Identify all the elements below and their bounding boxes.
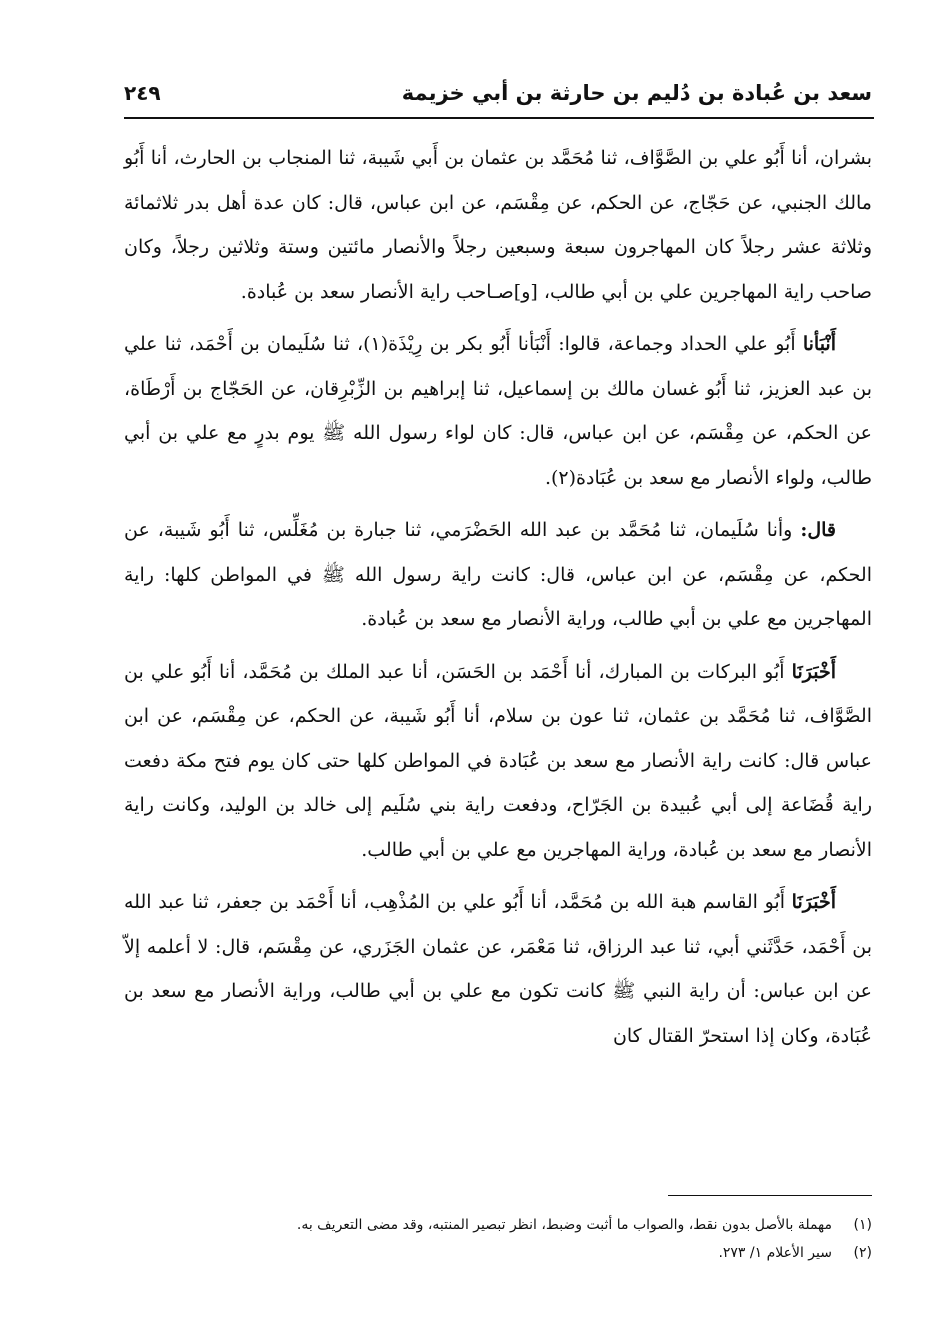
paragraph-lead-word: أَنْبَأنا bbox=[802, 333, 836, 355]
paragraph-text: وأنا سُلَيمان، ثنا مُحَمَّد بن عبد الله الحَضْرَمي، ثنا جبارة بن مُغَلِّس، ثنا أَبُو شَيبة، عن الحكم، عن مِقْسَم، عن ابن عباس، قال: كانت راية رسول الله ﷺ في المواطن كلها: راية المهاجرين مع علي بن أبي طالب، وراية الأنصار مع سعد بن عُبادة. bbox=[124, 519, 872, 630]
running-header bbox=[124, 72, 872, 114]
paragraph-5 bbox=[124, 880, 872, 1058]
footnote-1 bbox=[124, 1211, 872, 1239]
paragraph-lead-word: قال: bbox=[800, 519, 837, 541]
page-number: ٢٤٩ bbox=[124, 81, 161, 105]
paragraph-text: بشران، أنا أَبُو علي بن الصَّوَّاف، ثنا مُحَمَّد بن عثمان بن أَبي شَيبة، ثنا المنجاب بن الحارث، أنا أَبُو مالك الجنبي، عن حَجّاج، عن الحكم، عن مِقْسَم، عن ابن عباس، قال: كان عدة أهل بدر ثلاثمائة وثلاثة عشر رجلاً كان المهاجرون سبعة وسبعين رجلاً والأنصار مائتين وستة وثلاثين رجلاً، وكان صاحب راية المهاجرين علي بن أبي طالب، [و]صـاحب راية الأنصار سعد بن عُبادة. bbox=[124, 147, 872, 303]
main-text bbox=[124, 136, 872, 1066]
footnotes bbox=[124, 1211, 872, 1267]
paragraph-text: أَبُو علي الحداد وجماعة، قالوا: أَنْبَأنا أَبُو بكر بن رِيْذَة(١)، ثنا سُلَيمان بن أَحْمَد، ثنا علي بن عبد العزيز، ثنا أَبُو غسان مالك بن إسماعيل، ثنا إبراهيم بن الزِّبْرِقان، عن الحَجّاج بن أَرْطَاة، عن الحكم، عن مِقْسَم، عن ابن عباس، قال: كان لواء رسول الله ﷺ يوم بدرٍ مع علي بن أبي طالب، ولواء الأنصار مع سعد بن عُبَادة(٢). bbox=[124, 333, 872, 489]
paragraph-2 bbox=[124, 322, 872, 500]
paragraph-text: أَبُو البركات بن المبارك، أنا أَحْمَد بن الحَسَن، أنا عبد الملك بن مُحَمَّد، أنا أَبُو علي بن الصَّوَّاف، ثنا مُحَمَّد بن عثمان، ثنا عون بن سلام، أنا أَبُو شَيبة، عن الحكم، عن مِقْسَم، عن ابن عباس قال: كانت راية الأنصار مع سعد بن عُبَادة في المواطن كلها حتى كان يوم فتح مكة دفعت راية قُضَاعة إلى أبي عُبيدة بن الجَرّاح، ودفعت راية بني سُلَيم إلى خالد بن الوليد، وكانت راية الأنصار مع سعد بن عُبادة، وراية المهاجرين مع علي بن أبي طالب. bbox=[124, 660, 872, 861]
footnote-text: سير الأعلام ١/ ٢٧٣. bbox=[718, 1245, 832, 1261]
footnote-text: مهملة بالأصل بدون نقط، والصواب ما أثبت وضبط، انظر تبصير المنتبه، وقد مضى التعريف به. bbox=[296, 1217, 832, 1233]
paragraph-lead-word: أَخْبَرَنَا bbox=[791, 891, 836, 913]
paragraph-text: أَبُو القاسم هبة الله بن مُحَمَّد، أنا أَبُو علي بن المُذْهِب، أنا أَحْمَد بن جعفر، ثنا عبد الله بن أَحْمَد، حَدَّثَني أبي، ثنا عبد الرزاق، ثنا مَعْمَر، عن عثمان الجَزَري، عن مِقْسَم، قال: لا أعلمه إلاّ عن ابن عباس: أن راية النبي ﷺ كانت تكون مع علي بن أبي طالب، وراية الأنصار مع سعد بن عُبَادة، وكان إذا استحرّ القتال كان bbox=[124, 891, 872, 1047]
footnote-number: (٢) bbox=[853, 1245, 872, 1261]
paragraph-lead-word: أَخْبَرَنَا bbox=[791, 660, 836, 683]
paragraph-4 bbox=[124, 650, 872, 873]
header-title: سعد بن عُبادة بن دُليم بن حارثة بن أبي خزيمة bbox=[401, 81, 872, 105]
paragraph-3 bbox=[124, 508, 872, 642]
header-rule bbox=[124, 117, 874, 119]
footnote-number: (١) bbox=[853, 1217, 872, 1233]
paragraph-1 bbox=[124, 136, 872, 314]
footnote-separator bbox=[668, 1195, 872, 1196]
footnote-2 bbox=[124, 1239, 872, 1267]
